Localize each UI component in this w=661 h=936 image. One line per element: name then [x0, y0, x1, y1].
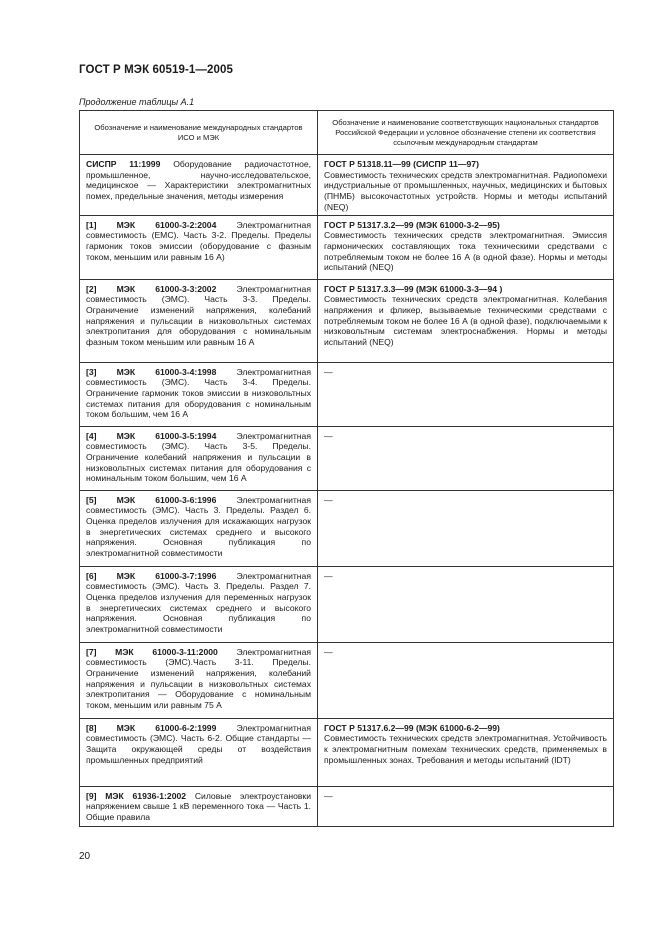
table-row: [80, 566, 614, 642]
national-standard-cell: —: [318, 362, 614, 426]
national-standard-title: Совместимость технических средств электромагнитная. Радиопомехи индустриальные от промышленных, научных, медицинских и бытовых (ПНМБ) высокочастотных устройств. Нормы и методы испытаний (NEQ): [324, 169, 607, 212]
international-standard-cell: [80, 426, 318, 490]
national-standard-title: Совместимость технических средств электромагнитная. Эмиссия гармонических составляющих тока техническими средствами с потребляемым током не более 16 А (в одной фазе). Нормы и методы испытаний (NEQ): [324, 230, 607, 273]
standard-title: Электромагнитная совместимость (ЭМС). Часть 3-5. Пределы. Ограничение колебаний напряжения и пульсации в низковольтных системах питания для оборудования с номинальным током большим, чем 16 А: [86, 430, 311, 484]
standard-code: [4] МЭК 61000-3-5:1994: [86, 430, 217, 441]
standard-code: [5] МЭК 61000-3-6:1996: [86, 494, 217, 505]
national-standard-code: ГОСТ Р 51317.3.2—99 (МЭК 61000-3-2—95): [324, 219, 500, 230]
national-standard-code: ГОСТ Р 51317.6.2—99 (МЭК 61000-6-2—99): [324, 722, 500, 733]
international-standard-cell: [80, 215, 318, 279]
table-row: [80, 642, 614, 718]
national-standard-cell: —: [318, 786, 614, 826]
national-standard-cell: —: [318, 566, 614, 642]
column-header-national: Обозначение и наименование соответствующих национальных стандартов Российской Федерации и условное обозначение степени их соответствия ссылочным международным стандартам: [318, 111, 614, 155]
standard-code: [8] МЭК 61000-6-2:1999: [86, 722, 217, 733]
national-standard-cell: [318, 215, 614, 279]
table-row: [80, 718, 614, 786]
national-standard-cell: —: [318, 490, 614, 566]
standard-title: Электромагнитная совместимость (ЭМС). Часть 3-4. Пределы. Ограничение гармоник токов эмиссии в низковольтных системах питания для оборудования с номинальным током большим, чем 16 А: [86, 366, 311, 420]
standard-code: [6] МЭК 61000-3-7:1996: [86, 570, 217, 581]
table-header-row: [80, 111, 614, 155]
international-standard-cell: [80, 362, 318, 426]
international-standard-cell: [80, 566, 318, 642]
document-title: ГОСТ Р МЭК 60519-1—2005: [79, 64, 233, 76]
table-row: [80, 786, 614, 826]
table-row: [80, 490, 614, 566]
standard-code: [9] МЭК 61936-1:2002: [86, 790, 187, 801]
table-row: [80, 215, 614, 279]
standard-code: [7] МЭК 61000-3-11:2000: [86, 646, 218, 657]
column-header-international: Обозначение и наименование международных стандартов ИСО и МЭК: [80, 111, 318, 155]
table-row: [80, 279, 614, 362]
standard-title: Силовые электроустановки напряжением свыше 1 кВ переменного тока — Часть 1. Общие правила: [86, 790, 311, 822]
standards-table: [79, 110, 614, 827]
international-standard-cell: [80, 155, 318, 216]
international-standard-cell: [80, 718, 318, 786]
page-number: 20: [79, 851, 91, 862]
standard-code: [2] МЭК 61000-3-3:2002: [86, 283, 217, 294]
international-standard-cell: [80, 490, 318, 566]
national-standard-title: Совместимость технических средств электромагнитная. Колебания напряжения и фликер, вызываемые техническими средствами с потребляемым током не более 16 А (в одной фазе), подключаемыми к низковольтным системам электроснабжения. Нормы и методы испытаний (NEQ): [324, 294, 607, 348]
international-standard-cell: [80, 279, 318, 362]
standard-code: СИСПР 11:1999: [86, 159, 161, 169]
standard-title: Электромагнитная совместимость (ЭМС). Часть 6-2. Общие стандарты — Защита окружающей среды от воздействия промышленных предприятий: [86, 722, 311, 765]
standard-code: [3] МЭК 61000-3-4:1998: [86, 366, 217, 377]
national-standard-title: Совместимость технических средств электромагнитная. Устойчивость к электромагнитным помехам технических средств, применяемых в промышленных зонах. Требования и методы испытаний (IDT): [324, 733, 607, 765]
international-standard-cell: [80, 786, 318, 826]
national-standard-cell: —: [318, 426, 614, 490]
standard-title: Электромагнитная совместимость (ЭМС). Часть 3. Пределы. Раздел 6. Оценка пределов излучения для искажающих нагрузок в энергетических системах среднего и высокого напряжения. Основная публикация по электромагнитной совместимости: [86, 494, 311, 559]
standard-title: Оборудование радиочастотное, промышленное, научно-исследовательское, медицинское — Характеристики электромагнитных помех, предельные значения, методы измерения: [86, 159, 312, 202]
national-standard-cell: —: [318, 642, 614, 718]
national-standard-code: ГОСТ Р 51317.3.3—99 (МЭК 61000-3-3—94 ): [324, 283, 503, 294]
international-standard-cell: [80, 642, 318, 718]
standard-title: Электромагнитная совместимость (ЭМС). Часть 3. Пределы. Раздел 7. Оценка пределов излучения для переменных нагрузок в энергетических системах среднего и высокого напряжения. Основная публикация по электромагнитной совместимости: [86, 570, 311, 635]
standard-title: Электромагнитная совместимость (ЕМС). Часть 3-2. Пределы. Пределы гармоник токов эмиссии (оборудование с фазным током, меньшим или равным 16 А): [86, 219, 311, 262]
standard-title: Электромагнитная совместимость (ЭМС).Часть 3-11. Пределы. Ограничение изменений напряжения, колебаний напряжения и пульсации в низковольтных системах электропитания — Оборудование с номинальным током, меньшим или равным 75 А: [86, 646, 312, 711]
table-row: [80, 155, 614, 216]
national-standard-cell: [318, 279, 614, 362]
national-standard-cell: [318, 718, 614, 786]
national-standard-cell: [318, 155, 614, 216]
standard-code: [1] МЭК 61000-3-2:2004: [86, 219, 217, 230]
standard-title: Электромагнитная совместимость (ЭМС). Часть 3-3. Пределы. Ограничение изменений напряжения, колебаний напряжения и пульсации в низковольтных системах электропитания для оборудования с номинальным фазным током меньшим или равным 16 А: [86, 283, 311, 348]
table-caption: Продолжение таблицы А.1: [79, 97, 195, 107]
national-standard-code: ГОСТ Р 51318.11—99 (СИСПР 11—97): [324, 159, 479, 169]
table-row: [80, 362, 614, 426]
table-row: [80, 426, 614, 490]
